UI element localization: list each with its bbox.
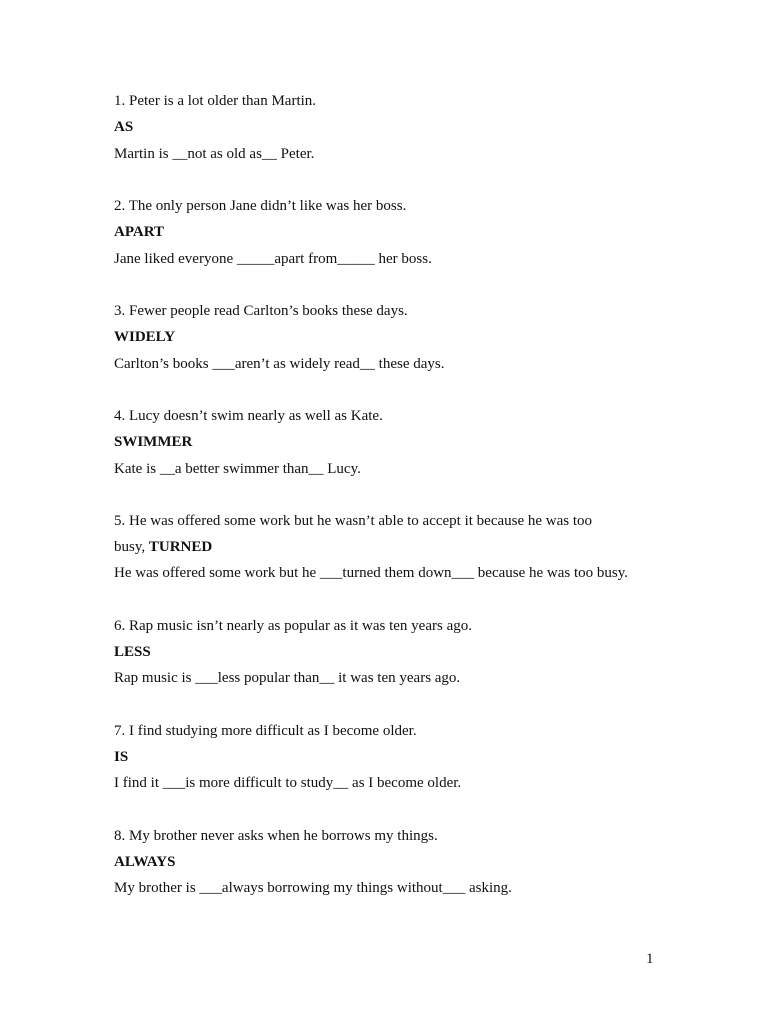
exercise-item-1 (114, 88, 674, 167)
exercise-prompt-text: Peter is a lot older than Martin. (129, 93, 317, 109)
exercise-answer: He was offered some work but he ___turned them down___ because he was too busy. (114, 565, 629, 581)
page-number: 1 (646, 951, 654, 967)
exercise-prompt (114, 718, 674, 744)
exercise-item-6 (114, 613, 674, 692)
exercise-keyword: WIDELY (114, 329, 176, 345)
exercise-prompt-text: I find studying more difficult as I become older. (129, 722, 417, 739)
exercise-item-7 (114, 718, 674, 797)
exercise-prompt-text: He was offered some work but he wasn’t able to accept it because he was too busy, (114, 513, 593, 555)
exercise-prompt (114, 613, 674, 639)
exercise-prompt (114, 508, 604, 560)
exercise-prompt-text: The only person Jane didn’t like was her boss. (128, 198, 407, 214)
exercise-prompt-text: My brother never asks when he borrows my things. (129, 827, 438, 844)
exercise-keyword: LESS (114, 643, 151, 660)
exercise-answer: Martin is __not as old as__ Peter. (114, 145, 315, 162)
exercise-prompt (114, 298, 674, 324)
exercise-prompt-text: Lucy doesn’t swim nearly as well as Kate. (129, 408, 383, 424)
exercise-prompt (114, 88, 674, 114)
exercise-keyword: SWIMMER (114, 434, 193, 450)
exercise-answer: My brother is ___always borrowing my things without___ asking. (114, 880, 512, 896)
exercise-keyword: TURNED (148, 539, 213, 555)
exercise-number: 2. (114, 198, 126, 214)
exercise-prompt-text: Fewer people read Carlton’s books these days. (129, 303, 408, 319)
exercise-number: 1. (114, 93, 126, 109)
exercise-prompt (114, 193, 674, 219)
exercise-number: 5. (114, 513, 126, 529)
exercise-item-5 (114, 508, 674, 587)
exercise-number: 4. (114, 408, 126, 424)
exercise-keyword: AS (114, 119, 134, 135)
exercise-answer: Jane liked everyone _____apart from_____ her boss. (114, 250, 432, 267)
exercise-answer: Rap music is ___less popular than__ it was ten years ago. (114, 670, 461, 686)
exercise-number: 3. (114, 303, 126, 319)
exercise-prompt-text: Rap music isn’t nearly as popular as it was ten years ago. (129, 617, 472, 634)
exercise-item-3 (114, 298, 674, 377)
exercise-item-4 (114, 403, 674, 482)
exercise-number: 7. (114, 722, 126, 739)
exercise-answer: Kate is __a better swimmer than__ Lucy. (114, 460, 361, 477)
exercise-number: 6. (114, 617, 126, 634)
exercise-keyword: ALWAYS (114, 853, 176, 870)
exercise-keyword: IS (114, 748, 129, 765)
exercise-number: 8. (114, 827, 126, 844)
exercise-answer: Carlton’s books ___aren’t as widely read__ these days. (114, 355, 445, 372)
exercise-list (114, 88, 674, 928)
exercise-answer: I find it ___is more difficult to study__ as I become older. (114, 775, 462, 791)
exercise-item-2 (114, 193, 674, 272)
exercise-prompt (114, 823, 674, 849)
exercise-prompt (114, 403, 674, 429)
exercise-keyword: APART (114, 224, 165, 240)
exercise-item-8 (114, 823, 674, 902)
